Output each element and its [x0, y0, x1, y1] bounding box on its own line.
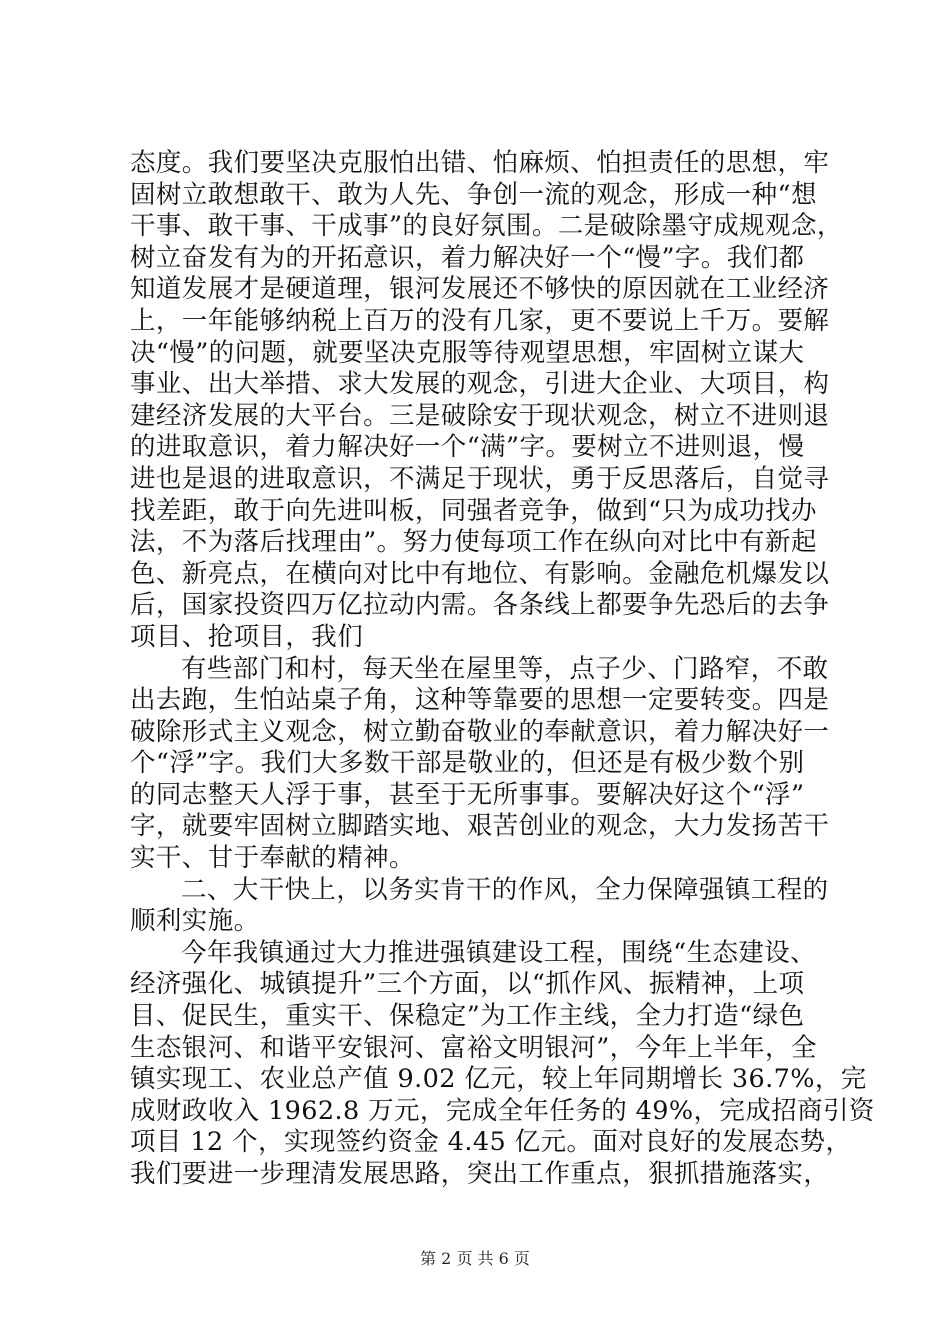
text-line: 建经济发展的大平台。三是破除安于现状观念，树立不进则退	[130, 400, 830, 431]
text-line: 上，一年能够纳税上百万的没有几家，更不要说上千万。要解	[130, 305, 830, 336]
document-body	[130, 148, 875, 1191]
text-line: 决“慢”的问题，就要坚决克服等待观望思想，牢固树立谋大	[130, 337, 805, 368]
text-line: 色、新亮点，在横向对比中有地位、有影响。金融危机爆发以	[130, 558, 830, 589]
text-line: 项目、抢项目，我们	[130, 621, 364, 652]
text-line: 二、大干快上，以务实肯干的作风，全力保障强镇工程的	[181, 874, 829, 905]
text-line: 出去跑，生怕站桌子角，这种等靠要的思想一定要转变。四是	[130, 685, 830, 716]
text-line: 生态银河、和谐平安银河、富裕文明银河”，今年上半年，全	[130, 1032, 817, 1063]
text-line: 镇实现工、农业总产值 9.02 亿元，较上年同期增长 36.7%，完	[130, 1064, 867, 1095]
text-line: 知道发展才是硬道理，银河发展还不够快的原因就在工业经济	[130, 274, 830, 305]
text-line: 经济强化、城镇提升”三个方面，以“抓作风、振精神，上项	[130, 969, 805, 1000]
text-line: 事业、出大举措、求大发展的观念，引进大企业、大项目，构	[130, 369, 830, 400]
text-line: 个“浮”字。我们大多数干部是敬业的，但还是有极少数个别	[130, 748, 805, 779]
text-line: 今年我镇通过大力推进强镇建设工程，围绕“生态建设、	[181, 937, 817, 968]
text-line: 有些部门和村，每天坐在屋里等，点子少、门路窄，不敢	[181, 653, 829, 684]
text-line: 实干、甘于奉献的精神。	[130, 843, 415, 874]
text-line: 项目 12 个，实现签约资金 4.45 亿元。面对良好的发展态势，	[130, 1127, 852, 1158]
text-line: 树立奋发有为的开拓意识，着力解决好一个“慢”字。我们都	[130, 242, 805, 273]
text-line: 顺利实施。	[130, 906, 260, 937]
text-line: 目、促民生，重实干、保稳定”为工作主线，全力打造“绿色	[130, 1001, 805, 1032]
text-line: 后，国家投资四万亿拉动内需。各条线上都要争先恐后的去争	[130, 590, 830, 621]
text-line: 固树立敢想敢干、敢为人先、争创一流的观念，形成一种“想	[130, 179, 817, 210]
text-line: 成财政收入 1962.8 万元，完成全年任务的 49%，完成招商引资	[130, 1095, 875, 1126]
text-line: 法，不为落后找理由”。努力使每项工作在纵向对比中有新起	[130, 527, 817, 558]
text-line: 态度。我们要坚决克服怕出错、怕麻烦、怕担责任的思想，牢	[130, 148, 830, 178]
text-line: 干事、敢干事、干成事”的良好氛围。二是破除墨守成规观念，	[130, 211, 843, 242]
text-line: 破除形式主义观念，树立勤奋敬业的奉献意识，着力解决好一	[130, 716, 830, 747]
page-footer: 第 2 页 共 6 页	[420, 1249, 530, 1268]
text-line: 找差距，敢于向先进叫板，同强者竞争，做到“只为成功找办	[130, 495, 817, 526]
text-line: 我们要进一步理清发展思路，突出工作重点，狠抓措施落实，	[130, 1159, 830, 1189]
text-line: 进也是退的进取意识，不满足于现状，勇于反思落后，自觉寻	[130, 463, 830, 494]
text-line: 的同志整天人浮于事，甚至于无所事事。要解决好这个“浮”	[130, 779, 805, 810]
text-line: 的进取意识，着力解决好一个“满”字。要树立不进则退，慢	[130, 432, 805, 463]
text-line: 字，就要牢固树立脚踏实地、艰苦创业的观念，大力发扬苦干	[130, 811, 830, 842]
